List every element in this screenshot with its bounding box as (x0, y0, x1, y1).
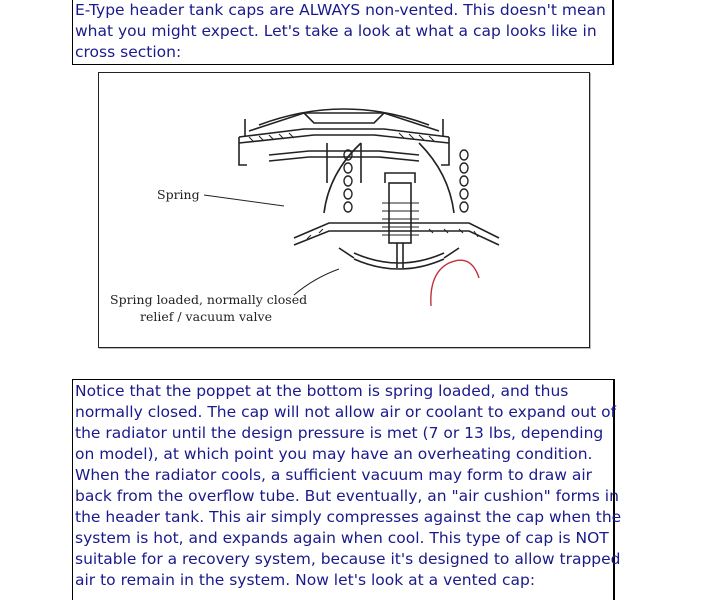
label-valve-line-1: Spring loaded, normally closed (110, 292, 308, 307)
intro-line: E-Type header tank caps are ALWAYS non-vented. This doesn't mean (75, 1, 606, 19)
explanation-line: When the radiator cools, a sufficient vacuum may form to draw air (75, 466, 593, 484)
intro-text-box (72, 0, 614, 65)
explanation-line: back from the overflow tube. But eventually, an "air cushion" forms in (75, 487, 619, 505)
explanation-line: on model), at which point you may have an overheating condition. (75, 445, 593, 463)
label-spring: Spring (157, 187, 200, 202)
explanation-line: air to remain in the system. Now let's look at a vented cap: (75, 571, 536, 589)
explanation-line: the radiator until the design pressure is met (7 or 13 lbs, depending (75, 424, 604, 442)
radiator-cap-cross-section-figure (98, 72, 590, 348)
cap-diagram (99, 73, 589, 347)
intro-line: cross section: (75, 43, 182, 61)
explanation-line: suitable for a recovery system, because it's designed to allow trapped (75, 550, 621, 568)
red-annotation-stroke (431, 260, 479, 306)
explanation-text-box (72, 379, 622, 600)
explanation-line: the header tank. This air simply compresses against the cap when the (75, 508, 622, 526)
explanation-line: system is hot, and expands again when cool. This type of cap is NOT (75, 529, 609, 547)
intro-line: what you might expect. Let's take a look at what a cap looks like in (75, 22, 597, 40)
label-valve-line-2: relief / vacuum valve (140, 309, 272, 324)
explanation-line: Notice that the poppet at the bottom is spring loaded, and thus (75, 382, 569, 400)
explanation-line: normally closed. The cap will not allow air or coolant to expand out of (75, 403, 617, 421)
